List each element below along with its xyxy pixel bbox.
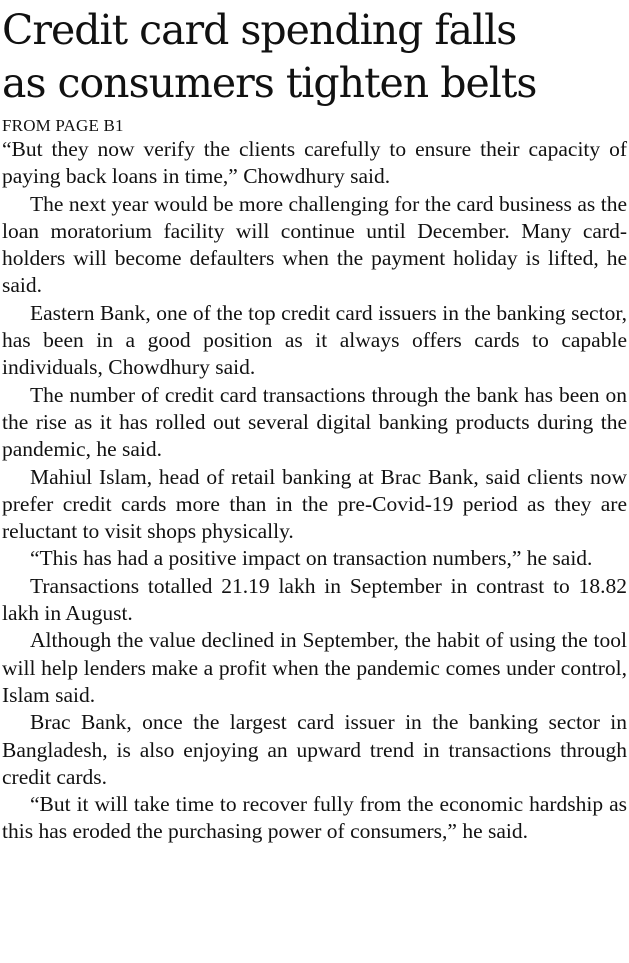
paragraph: Mahiul Islam, head of retail banking at Brac Bank, said clients now prefer credit cards more than in the pre-Covid-19 period as they are reluctant to visit shops physically. [2,464,627,544]
paragraph: The next year would be more challenging for the card business as the loan moratorium facility will continue until December. Many card-holders will become defaulters when the payment holiday is lifted, he said. [2,191,627,298]
paragraph: “This has had a positive impact on transaction numbers,” he said. [30,546,593,571]
paragraph: Eastern Bank, one of the top credit card issuers in the banking sector, has been in a good position as it always offers cards to capable individuals, Chowdhury said. [2,300,627,380]
paragraph: The number of credit card transactions through the bank has been on the rise as it has rolled out several digital banking products during the pandemic, he said. [2,382,627,462]
headline [2,4,627,110]
jump-line: FROM PAGE B1 [2,116,124,135]
paragraph: Although the value declined in September, the habit of using the tool will help lenders make a profit when the pandemic comes under control, Islam said. [2,628,627,707]
headline-line-2: as consumers tighten belts [2,59,537,107]
paragraph: Brac Bank, once the largest card issuer in the banking sector in Bangladesh, is also enjoying an upward trend in transactions through credit cards. [2,710,627,789]
paragraph: “But they now verify the clients carefully to ensure their capacity of paying back loans in time,” Chowdhury said. [2,137,627,189]
paragraph: “But it will take time to recover fully from the economic hardship as this has eroded the purchasing power of consumers,” he said. [2,792,627,844]
article-body [2,136,627,846]
paragraph: Transactions totalled 21.19 lakh in September in contrast to 18.82 lakh in August. [2,573,627,626]
headline-line-1: Credit card spending falls [2,6,517,54]
